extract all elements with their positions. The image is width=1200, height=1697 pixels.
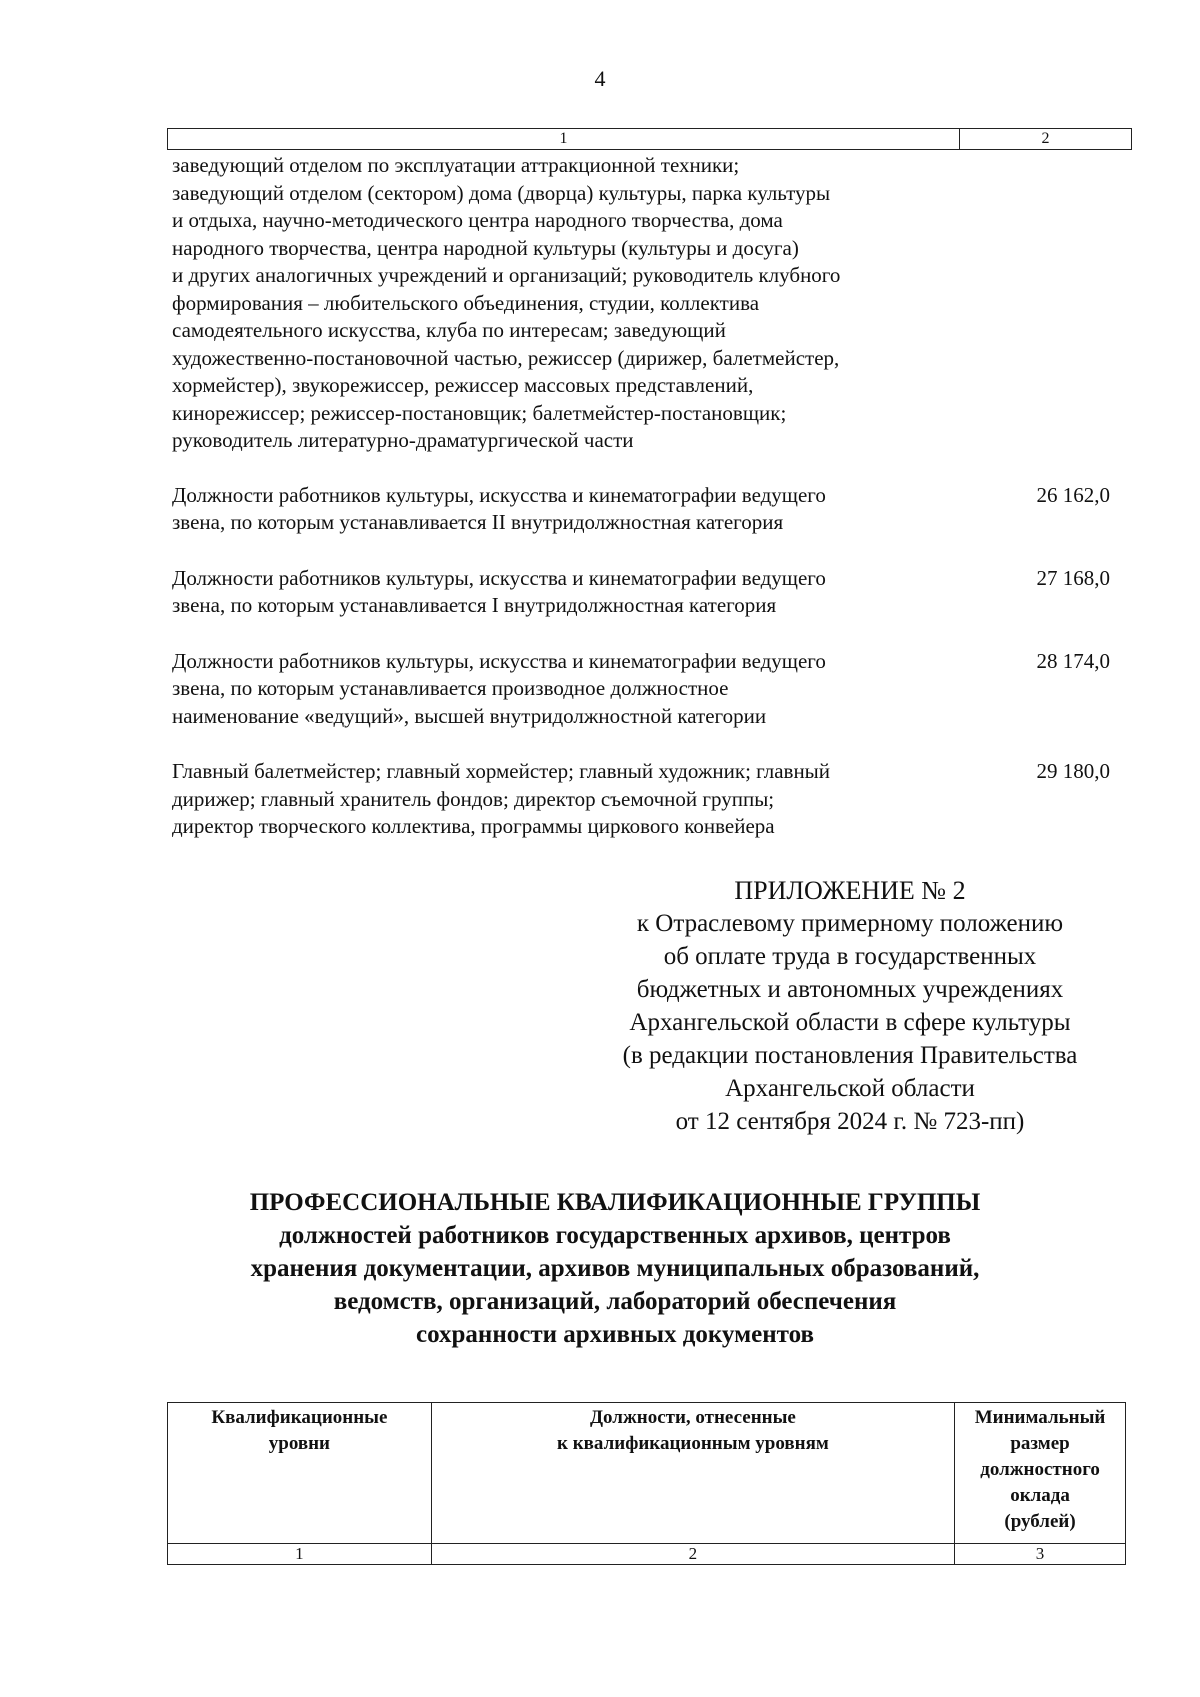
header-line: Должности, отнесенные xyxy=(589,1407,796,1428)
row-line: заведующий отделом по эксплуатации аттракционной техники; xyxy=(172,153,740,177)
row-line: и отдыха, научно-методического центра народного творчества, дома xyxy=(172,208,783,232)
row-line: самодеятельного искусства, клуба по интересам; заведующий xyxy=(172,318,726,342)
appendix-line: к Отраслевому примерному положению xyxy=(636,910,1064,937)
row-salary-value: 29 180,0 xyxy=(1036,759,1110,783)
title-line: ведомств, организаций, лабораторий обеспечения xyxy=(333,1288,897,1315)
row-line: формирования – любительского объединения, студии, коллектива xyxy=(172,290,760,315)
row-salary-value: 27 168,0 xyxy=(1036,565,1110,590)
page-number: 4 xyxy=(594,66,606,91)
section-title xyxy=(150,1186,1080,1351)
row-line: хормейстер), звукорежиссер, режиссер массовых представлений, xyxy=(172,373,754,397)
row-line: Должности работников культуры, искусства и кинематографии ведущего xyxy=(172,648,826,673)
header-qualification-levels xyxy=(168,1403,432,1544)
table-number-row xyxy=(168,1544,1126,1565)
row-description xyxy=(172,758,952,841)
top-table-col1-number: 1 xyxy=(168,129,960,149)
title-line: должностей работников государственных архивов, центров xyxy=(279,1222,951,1249)
header-line: Квалификационные xyxy=(211,1407,388,1428)
appendix-line: от 12 сентября 2024 г. № 723-пп) xyxy=(675,1108,1025,1135)
appendix-line: Архангельской области xyxy=(725,1075,975,1102)
top-table-col2-number: 2 xyxy=(1041,130,1050,147)
column-number: 3 xyxy=(955,1544,1126,1565)
header-line: должностного xyxy=(980,1459,1100,1480)
header-line: (рублей) xyxy=(1004,1511,1076,1532)
title-line: сохранности архивных документов xyxy=(416,1321,814,1348)
row-line: звена, по которым устанавливается II внутридолжностная категория xyxy=(172,510,784,534)
header-line: оклада xyxy=(1010,1485,1070,1506)
table-row xyxy=(172,565,1112,620)
row-line: народного творчества, центра народной культуры (культуры и досуга) xyxy=(172,235,799,260)
row-line: и других аналогичных учреждений и организаций; руководитель клубного xyxy=(172,263,841,287)
appendix-line: бюджетных и автономных учреждениях xyxy=(636,976,1064,1003)
header-line: размер xyxy=(1010,1433,1070,1454)
row-description xyxy=(172,152,952,455)
table-header-row xyxy=(168,1403,1126,1544)
appendix-line: (в редакции постановления Правительства xyxy=(622,1042,1078,1069)
row-line: художественно-постановочной частью, режиссер (дирижер, балетмейстер, xyxy=(172,345,840,370)
column-number: 1 xyxy=(168,1544,432,1565)
appendix-line: Архангельской области в сфере культуры xyxy=(629,1009,1071,1036)
row-line: звена, по которым устанавливается производное должностное xyxy=(172,676,729,700)
row-line: звена, по которым устанавливается I внутридолжностная категория xyxy=(172,593,777,617)
row-line: Должности работников культуры, искусства и кинематографии ведущего xyxy=(172,565,826,590)
appendix-line: об оплате труда в государственных xyxy=(663,943,1037,970)
header-positions xyxy=(431,1403,954,1544)
row-salary-value: 26 162,0 xyxy=(1036,482,1110,507)
row-line: кинорежиссер; режиссер-постановщик; балетмейстер-постановщик; xyxy=(172,400,787,425)
top-table-rows xyxy=(172,152,1112,841)
row-line: Главный балетмейстер; главный хормейстер; главный художник; главный xyxy=(172,759,831,783)
table-row xyxy=(172,152,1112,455)
row-line: дирижер; главный хранитель фондов; директор съемочной группы; xyxy=(172,786,775,811)
column-number: 2 xyxy=(431,1544,954,1565)
header-line: уровни xyxy=(268,1433,330,1454)
row-description xyxy=(172,648,952,731)
title-line: ПРОФЕССИОНАЛЬНЫЕ КВАЛИФИКАЦИОННЫЕ ГРУППЫ xyxy=(249,1189,981,1216)
row-line: руководитель литературно-драматургической части xyxy=(172,428,634,452)
qualification-table xyxy=(167,1402,1126,1565)
row-line: заведующий отделом (сектором) дома (дворца) культуры, парка культуры xyxy=(172,180,831,205)
appendix-block xyxy=(580,874,1120,1138)
appendix-title: ПРИЛОЖЕНИЕ № 2 xyxy=(734,876,966,905)
title-line: хранения документации, архивов муниципальных образований, xyxy=(250,1255,980,1282)
row-line: директор творческого коллектива, программы циркового конвейера xyxy=(172,814,775,838)
row-description xyxy=(172,565,952,620)
table-row xyxy=(172,482,1112,537)
top-table-column-numbers xyxy=(167,128,1132,150)
header-min-salary xyxy=(955,1403,1126,1544)
table-row xyxy=(172,648,1112,731)
row-line: Должности работников культуры, искусства и кинематографии ведущего xyxy=(172,482,826,507)
table-row xyxy=(172,758,1112,841)
row-description xyxy=(172,482,952,537)
header-line: к квалификационным уровням xyxy=(557,1433,829,1454)
row-salary-value: 28 174,0 xyxy=(1036,648,1110,673)
row-line: наименование «ведущий», высшей внутридолжностной категории xyxy=(172,703,767,728)
header-line: Минимальный xyxy=(974,1407,1106,1428)
